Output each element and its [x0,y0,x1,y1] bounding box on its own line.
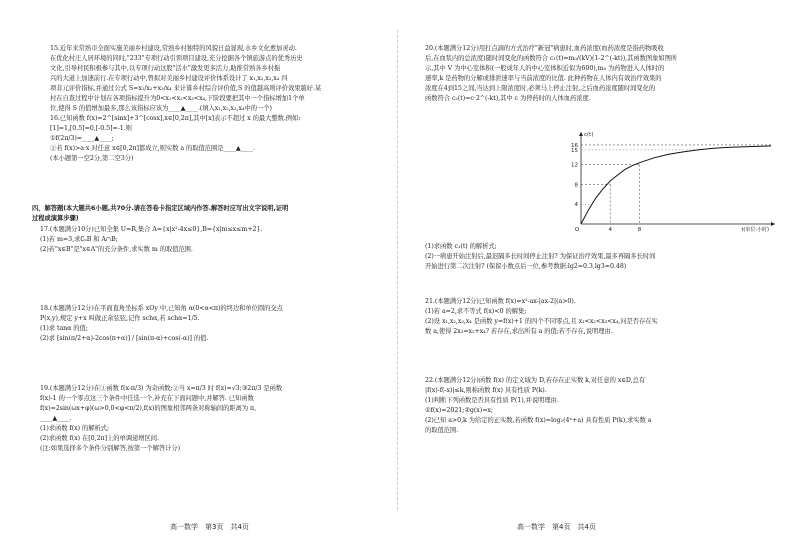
page-footer: 高一数学 第3页 共4页 [170,523,249,531]
text-line: P(x,y),规定 y+x 叫做正余弦弦,记作 schα,若 schα=1/5. [40,315,200,322]
text-line: 16.已知函数 f(x)=2^[sinx]+3^[cosx],x∈[0,2π],其中[x]表示不超过 x 的最大整数.例如: [50,115,301,122]
text-line: 示,其中 V 为中心室体积(一般成年人的中心室体积近似为600),m₀ 为药物进入人体时的 [425,65,665,72]
x-tick-label: 4 [608,227,612,233]
section-4-heading [32,204,387,224]
x-tick-label: O [574,227,580,233]
question-19 [40,384,385,454]
text-line: 项非元评价指标,并通过公式 S=x₁/x₂+x₃/x₄ 来计算乡村综合评价值,S 的值越高则评价效果越好.某 [50,85,322,92]
y-tick-label: 12 [571,162,578,169]
text-line: 20.(本题满分12分)用打点滴的方式治疗"新冠"病患时,血药浓度(血药浓度是指药物吸收 [425,45,664,52]
page-footer: 高一数学 第4页 共4页 [517,523,596,531]
text-line: f(x)-1 的一个零点这三个条件中任选一个,补充在下面问题中,并解答. 已知函数 [40,395,254,402]
x-tick-label: 8 [637,227,642,233]
text-line: f(x)=2sin(ωx+φ)(ω>0,0<φ<π/2),f(x)的图象相邻两条对称轴间的距离为 π, [40,405,257,412]
text-line: 21.(本题满分12分)已知函数 f(x)=x²-ax-|ax-2|(a>0). [425,298,576,305]
text-line: 浓度在4到15之间,当达到上限浓度时,必须马上停止注射,之后血药浓度随时间变化的 [425,85,656,92]
text-line: 22.(本题满分12分)函数 f(x) 的定义域为 D,若存在正实数 k,对任意的 x∈D,总有 [425,377,646,384]
y-tick-label: 16 [571,142,578,149]
text-line: (本小题第一空2分,第二空3分) [50,155,134,162]
question-17 [40,225,385,255]
x-axis-label: t(单位:小时) [741,227,769,233]
question-15 [50,44,385,164]
text-line: 速率,k 是药物的分解或排泄速率与当前浓度的比值. 此种药物在人体内有效治疗效果的 [425,75,662,82]
text-line: (2)设 x₁,x₂,x₃,x₄ 是函数 y=f(x)+1 的四个不同零点,且 x₁<x₂<x₃<x₄,问是否存在实 [425,318,658,325]
text-line: 过程或演算步骤) [32,215,79,222]
text-line: (1)求函数 f(x) 的解析式; [40,425,110,432]
text-line: [1]=1,[0.5]=0,[-0.5]=-1.则 [50,125,132,132]
question-18 [40,304,385,344]
text-line: (2)若"x∈B"是"x∈A"的充分条件,求实数 m 的取值范围. [40,246,193,253]
question-20 [425,44,775,104]
x-axis-arrow [771,222,775,226]
y-tick-label: 15 [571,147,578,154]
text-line: ②若 f(x)>a·x 对任意 x∈[0,2π]都成立,则实数 a 的取值范围是____▲____. [50,145,255,152]
question-21 [425,297,775,337]
y-tick-label: 4 [574,202,578,209]
text-line: 村在自查过程中计划在各项指标提升为0<x₁<x₂<x₃<x₄,下阶段要把其中一个指标增加1个单 [50,95,305,102]
text-line: (1)若 a=2,求不等式 f(x)<0 的解集; [425,308,527,315]
question-20-parts [425,242,775,272]
text-line: (注:如果选择多个条件分别解答,按第一个解答计分) [40,445,181,452]
text-line: (1)若 m=3,求∁ᵤB 和 A∩B; [40,236,118,243]
concentration-chart [547,128,787,238]
concentration-curve [581,146,771,224]
text-line: 18.(本题满分12分)在平面直角坐标系 xOy 中,已知角 α(0<α<π)的终边和单位圆的交点 [40,305,283,312]
text-line: ①f(2π/3)=____▲____; [50,135,114,142]
text-line: 函数符合 c₂(t)=c·2^(-kt),其中 c 为停药时的人体血药浓度. [425,95,591,102]
text-line: 数 a,使得 2x₃=x₂+x₄? 若存在,求出所有 a 的值;若不存在,说明理由. [425,328,613,335]
text-line: 文化,引导村民积极参与其中,以专项行动这股"活水"激发更多活力,助推常熟各乡村振 [50,65,281,72]
text-line: 19.(本题满分12分)在①函数 f(x-π/3) 为奇函数;②当 x=π/3 时 f(x)=√3;③2π/3 是函数 [40,385,283,392]
text-line: 后,在血浆内的总浓度)随时间变化的函数符合 c₁(t)=m₀/(kV)(1-2^(-kt)),其函数图象如图所 [425,55,678,62]
text-line: (2)已知 a>0,k 为给定的正实数,若函数 f(x)=log₂(4ˣ+a) 具有性质 P(k),求实数 a [425,417,652,424]
text-line: ____▲____. [40,415,72,422]
y-axis-arrow [579,132,583,136]
text-line: (2)求函数 f(x) 在[0,2π]上的单调递增区间. [40,435,159,442]
text-line: (1)求 tanα 的值; [40,325,88,332]
text-line: 兴的大道上加速前行.在专项行动中,曾拟对美丽乡村建设评价体系设计了 x₁,x₂,x₃,x₄ 四 [50,75,288,82]
question-22 [425,376,775,436]
text-line: 在优化村庄人居环境的同时,"233"专项行动引领项目建设,充分挖掘各个镇旅游点的优秀历史 [50,55,303,62]
text-line: 位,使得 S 的值增加最多,那么该指标应该为____▲____.(填入x₁,x₂,x₃,x₄中的一个) [50,105,272,112]
y-axis-label: c(t) [584,132,594,138]
text-line: |f(x)-f(-x)|≤k,则称函数 f(x) 具有性质 P(k). [425,387,547,394]
text-line: 17.(本题满分10分)已知全集 U=R,集合 A={x|x²-4x≤0},B={x|m≤x≤m+2}. [40,226,263,233]
text-line: 15.近年来常熟市全面实施美丽乡村建设,常熟乡村独特的风貌日益显现,水乡文化愈加灵动. [50,45,297,52]
text-line: 的取值范围. [425,427,459,434]
text-line: 开始进行第二次注射? (保留小数点后一位,参考数据:lg2≈0.3,lg3≈0.48) [425,263,627,270]
text-line: (1)判断下列函数是否具有性质 P(1),并说明理由. [425,397,559,404]
text-line: ①f(x)=2021;②g(x)=x; [425,407,494,414]
y-tick-label: 8 [574,182,578,189]
exam-page-4 [397,0,794,550]
text-line: (1)求函数 c₁(t) 的解析式; [425,243,497,250]
text-line: 四、解答题(本大题共6小题,共70分.请在答卷卡指定区域内作答.解答时应写出文字说明,证明 [32,205,289,212]
text-line: (2)求 [sin(π/2+α)-2cos(π+α)] / [sin(π-α)+cos(-α)] 的值. [40,335,209,342]
text-line: (2)一病患开始注射后,最迟隔多长时间停止注射? 为保证治疗效果,最多再隔多长时间 [425,253,656,260]
